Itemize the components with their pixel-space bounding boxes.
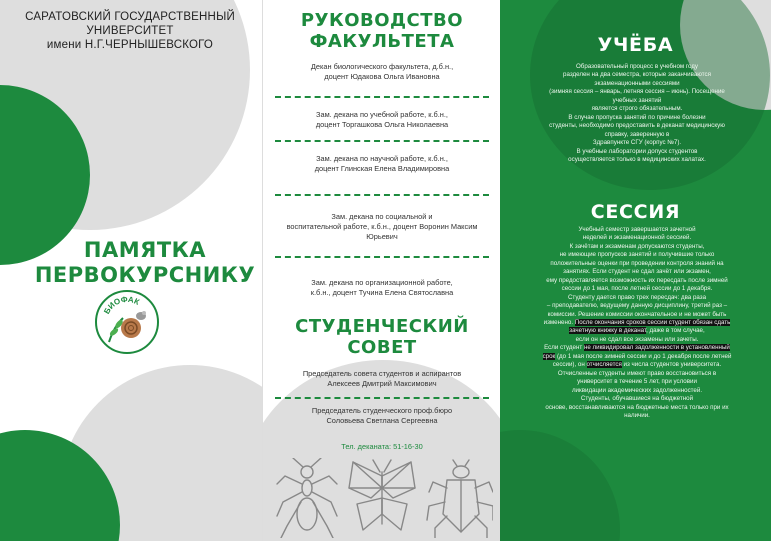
dashed-divider xyxy=(275,194,489,196)
council-title-line: СОВЕТ xyxy=(347,337,417,358)
session-text-segment: если он не сдал все экзамены или зачеты. xyxy=(575,335,699,343)
session-line xyxy=(506,412,768,420)
staff-line: Зам. декана по социальной и xyxy=(331,212,433,221)
staff-line: Декан биологического факультета, д.б.н., xyxy=(310,62,454,71)
logo-emblem-icon xyxy=(97,292,157,352)
session-line xyxy=(506,285,768,293)
session-text-segment: положительные оценки при проведении контроля знаний на xyxy=(550,259,724,267)
staff-line: Зам. декана по организационной работе, xyxy=(311,278,453,287)
session-line xyxy=(506,361,768,369)
session-line xyxy=(506,234,768,242)
highlighted-text: отчисляется xyxy=(586,361,622,369)
council-line: Председатель студенческого проф.бюро xyxy=(311,406,453,415)
dashed-divider xyxy=(275,397,489,399)
session-line xyxy=(506,294,768,302)
session-line xyxy=(506,404,768,412)
study-line: справку, заверенную в xyxy=(604,130,670,138)
session-text xyxy=(506,226,768,420)
study-title: УЧЁБА xyxy=(597,34,674,56)
study-line: Образовательный процесс в учебном году xyxy=(575,63,699,70)
dark-green-blob-bottom xyxy=(500,430,620,541)
session-text-segment: комиссии. Решение комиссии окончательное и не может быть xyxy=(547,310,727,318)
session-text-segment: , даже в том случае, xyxy=(646,327,705,335)
session-text-segment: основе, восстанавливаются на бюджетные места только при их xyxy=(545,403,729,411)
ant-icon xyxy=(277,458,337,538)
session-text-segment: К зачётам и экзаменам допускаются студенты, xyxy=(569,242,705,250)
study-line: студенты, необходимо предоставить в деканат медицинскую xyxy=(549,122,725,130)
session-text-segment: занятиях. Если студент не сдал зачёт или экзамен, xyxy=(563,268,711,276)
session-text-segment: наличии. xyxy=(624,411,650,419)
council-entry xyxy=(267,369,497,389)
staff-line: доцент Глинская Елена Владимировна xyxy=(314,164,450,173)
staff-entry xyxy=(267,212,497,242)
session-line xyxy=(506,251,768,259)
session-text-segment: Если студент xyxy=(544,344,584,352)
memo-title-line: ПЕРВОКУРСНИКУ xyxy=(34,263,256,287)
staff-line: к.б.н., доцент Тучина Елена Святославна xyxy=(310,288,454,297)
university-name xyxy=(20,10,240,52)
staff-entry xyxy=(267,62,497,82)
staff-line: воспитательной работе, к.б.н., доцент Воронин Максим xyxy=(286,222,478,231)
leadership-title xyxy=(263,10,500,52)
session-text-segment: из числа студентов университета. xyxy=(621,361,722,369)
logo-text: БИОФАК xyxy=(102,294,141,316)
cover-panel xyxy=(0,0,262,541)
session-text-segment: Студенту дается право трех пересдач: два раза xyxy=(567,293,707,301)
dashed-divider xyxy=(275,256,489,258)
session-title: СЕССИЯ xyxy=(590,201,681,223)
council-line: Председатель совета студентов и аспирантов xyxy=(302,369,462,378)
study-line: является строго обязательным. xyxy=(591,105,683,113)
study-line: Здравпункте СГУ (корпус №7). xyxy=(592,139,682,147)
study-text xyxy=(506,63,768,164)
council-line: Соловьева Светлана Сергеевна xyxy=(326,416,438,425)
session-line xyxy=(506,327,768,335)
session-text-segment: ликвидации академических задолженностей. xyxy=(571,386,703,394)
session-text-segment: (до 1 мая после зимней сессии и до 1 декабря после летней xyxy=(555,352,732,360)
study-line: В случае пропуска занятий по причине болезни xyxy=(568,113,706,121)
svg-text:БИОФАК xyxy=(102,295,141,316)
study-line: (зимняя сессия – январь, летняя сессия – июнь). Посещение xyxy=(549,88,725,96)
faculty-logo xyxy=(95,290,159,354)
study-line: осуществляется только в медицинских халатах. xyxy=(568,155,706,163)
council-title xyxy=(263,316,500,358)
study-line: учебных занятий xyxy=(612,96,662,104)
university-line: САРАТОВСКИЙ ГОСУДАРСТВЕННЫЙ xyxy=(25,11,235,23)
session-text-segment: изменено. xyxy=(543,318,575,326)
staff-line: доцент Юдакова Ольга Ивановна xyxy=(324,72,440,81)
university-line: имени Н.Г.ЧЕРНЫШЕВСКОГО xyxy=(46,39,214,51)
study-line: разделен на два семестра, которые заканчиваются xyxy=(563,71,711,79)
dean-office-phone: Тел. деканата: 51-16-30 xyxy=(341,442,423,451)
staff-line: Юрьевич xyxy=(366,232,398,241)
session-line xyxy=(506,353,768,361)
session-text-segment: – преподавателю, ведущему данную дисциплину, третий раз – xyxy=(546,302,728,310)
session-line xyxy=(506,311,768,319)
session-text-segment: Студенты, обучавшиеся на бюджетной xyxy=(580,395,694,403)
session-line xyxy=(506,243,768,251)
session-line xyxy=(506,268,768,276)
leadership-title-line: РУКОВОДСТВО xyxy=(300,10,464,31)
study-line: В учебные лаборатории допуск студентов xyxy=(576,147,698,155)
session-text-segment: университет в течение 5 лет, при условии xyxy=(577,378,697,386)
session-line xyxy=(506,387,768,395)
highlighted-text: не ликвидировал задолженности в установленный xyxy=(583,344,730,352)
dashed-divider xyxy=(275,140,489,142)
session-line xyxy=(506,277,768,285)
session-text-segment: неделей и экзаменационной сессией. xyxy=(582,234,692,242)
session-text-segment: сессии до 1 мая, после летней сессии до 1 декабря. xyxy=(561,285,713,293)
council-entry xyxy=(267,406,497,426)
session-text-segment: сессии), он xyxy=(552,361,587,369)
council-title-line: СТУДЕНЧЕСКИЙ xyxy=(295,316,469,337)
council-line: Алексеев Дмитрий Максимович xyxy=(327,379,437,388)
study-line: экзаменационными сессиями xyxy=(594,79,680,87)
staff-line: Зам. декана по учебной работе, к.б.н., xyxy=(316,110,448,119)
highlighted-text: После окончания сроков сессии студент обязан сдать xyxy=(574,318,731,326)
session-text-segment: не имеющие пропусков занятий и получившие только xyxy=(559,251,715,259)
staff-entry xyxy=(267,278,497,298)
session-line xyxy=(506,336,768,344)
leadership-title-line: ФАКУЛЬТЕТА xyxy=(309,31,455,52)
session-line xyxy=(506,302,768,310)
beetle-icon xyxy=(427,460,493,538)
session-text-segment: Учебный семестр завершается зачетной xyxy=(578,226,696,233)
leadership-panel xyxy=(262,0,500,541)
session-line xyxy=(506,378,768,386)
insects-illustration xyxy=(271,458,493,538)
session-line xyxy=(506,226,768,234)
memo-title-line: ПАМЯТКА xyxy=(83,238,207,262)
session-line xyxy=(506,395,768,403)
staff-line: доцент Торгашкова Ольга Николаевна xyxy=(315,120,449,129)
staff-entry xyxy=(267,154,497,174)
memo-title xyxy=(30,238,260,288)
staff-line: Зам. декана по научной работе, к.б.н., xyxy=(316,154,448,163)
highlighted-text: зачетную книжку в деканат xyxy=(569,327,647,335)
session-line xyxy=(506,319,768,327)
highlighted-text: срок xyxy=(542,352,556,360)
session-line xyxy=(506,260,768,268)
study-session-panel xyxy=(500,0,771,541)
session-line xyxy=(506,344,768,352)
university-line: УНИВЕРСИТЕТ xyxy=(86,25,174,37)
butterfly-icon xyxy=(349,460,415,530)
session-text-segment: ему предоставляется возможность их пересдать после зимней xyxy=(546,276,728,284)
session-text-segment: Отчисленные студенты имеют право восстановиться в xyxy=(557,369,717,377)
staff-entry xyxy=(267,110,497,130)
dashed-divider xyxy=(275,96,489,98)
session-line xyxy=(506,370,768,378)
